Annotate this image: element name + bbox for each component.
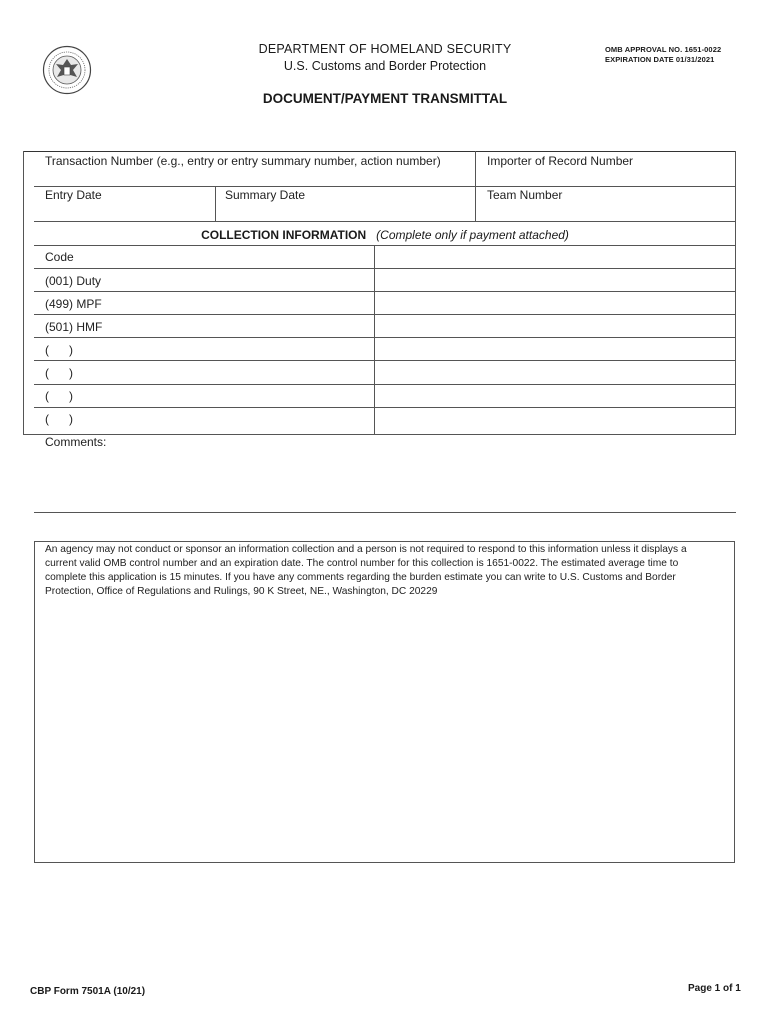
code-row-blank: ( ) bbox=[45, 412, 73, 426]
comments-bottom-line bbox=[34, 512, 736, 513]
omb-approval-number: OMB APPROVAL NO. 1651-0022 bbox=[605, 45, 722, 54]
collection-heading: COLLECTION INFORMATION bbox=[201, 228, 367, 242]
form-id: CBP Form 7501A (10/21) bbox=[30, 986, 146, 997]
code-column-header: Code bbox=[45, 250, 74, 264]
code-row-blank: ( ) bbox=[45, 389, 73, 403]
comments-input[interactable] bbox=[34, 450, 735, 512]
agency-name: DEPARTMENT OF HOMELAND SECURITY bbox=[258, 42, 512, 56]
code-row-duty: (001) Duty bbox=[45, 274, 102, 288]
code-amount-divider bbox=[374, 245, 375, 434]
row-divider bbox=[34, 186, 736, 187]
row-divider bbox=[34, 221, 736, 222]
table-top-border bbox=[23, 151, 736, 152]
form-title: DOCUMENT/PAYMENT TRANSMITTAL bbox=[262, 91, 508, 106]
amount-input-mpf[interactable] bbox=[376, 292, 734, 313]
collection-note: (Complete only if payment attached) bbox=[376, 228, 569, 242]
burden-statement: An agency may not conduct or sponsor an information collection and a person is not required to respond to this information unless it displays a current valid OMB control number and an expiration date. The control number for this collection is 1651-0022. The estimated average time to complete this application is 15 minutes. If you have any comments regarding the burden estimate you can write to U.S. Customs and Border Protection, Office of Regulations and Rulings, 90 K Street, NE., Washington, DC 20229 bbox=[45, 544, 687, 597]
code-row-blank: ( ) bbox=[45, 343, 73, 357]
amount-input-duty[interactable] bbox=[376, 269, 734, 290]
importer-of-record-field[interactable]: Importer of Record Number bbox=[487, 154, 634, 168]
amount-input-header[interactable] bbox=[376, 246, 734, 267]
code-row-line bbox=[34, 337, 736, 338]
column-divider bbox=[475, 151, 476, 221]
collection-heading-row bbox=[0, 228, 770, 242]
entry-date-field[interactable]: Entry Date bbox=[45, 188, 102, 202]
code-row-line bbox=[34, 407, 736, 408]
code-row-mpf: (499) MPF bbox=[45, 297, 102, 311]
column-divider bbox=[215, 186, 216, 221]
summary-date-field[interactable]: Summary Date bbox=[225, 188, 306, 202]
table-bottom-border bbox=[23, 434, 736, 435]
code-row-line bbox=[34, 384, 736, 385]
dhs-seal-icon bbox=[42, 45, 92, 95]
table-right-border bbox=[735, 151, 736, 435]
comments-label: Comments: bbox=[45, 435, 107, 449]
transaction-number-field[interactable]: Transaction Number (e.g., entry or entry summary number, action number) bbox=[45, 154, 441, 168]
expiration-date: EXPIRATION DATE 01/31/2021 bbox=[605, 55, 715, 64]
table-left-border bbox=[23, 151, 24, 435]
page-number: Page 1 of 1 bbox=[688, 983, 741, 994]
code-row-blank: ( ) bbox=[45, 366, 73, 380]
amount-input-hmf[interactable] bbox=[376, 315, 734, 336]
agency-subname: U.S. Customs and Border Protection bbox=[283, 59, 487, 73]
team-number-field[interactable]: Team Number bbox=[487, 188, 563, 202]
code-row-line bbox=[34, 360, 736, 361]
code-row-hmf: (501) HMF bbox=[45, 320, 103, 334]
